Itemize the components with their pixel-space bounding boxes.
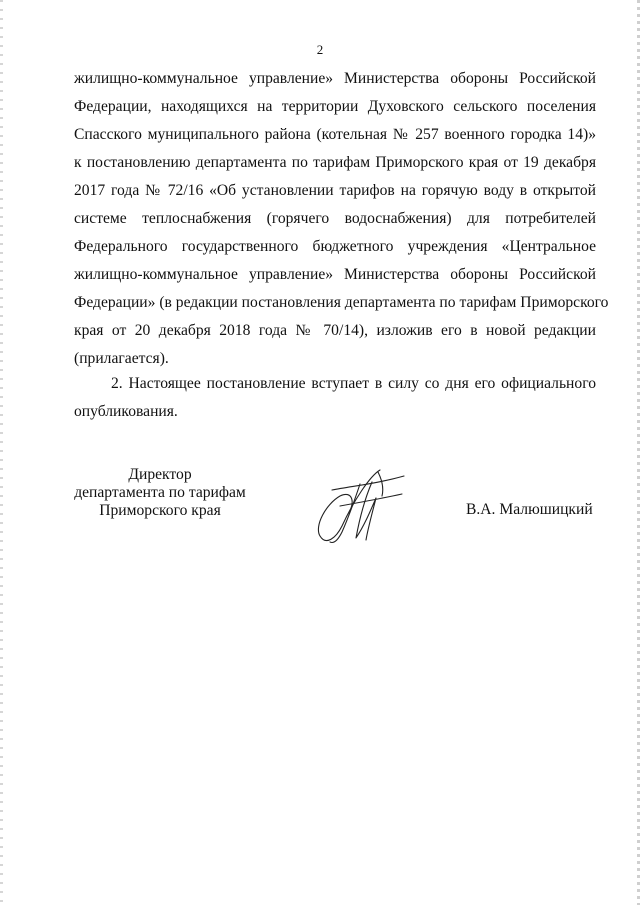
body-line-10: края от 20 декабря 2018 года № 70/14), изложив его в новой редакции (74, 322, 596, 339)
body-line-1: жилищно-коммунальное управление» Министерства обороны Российской (74, 70, 596, 87)
body-line-4: к постановлению департамента по тарифам Приморского края от 19 декабря (74, 154, 596, 171)
body-line-7: Федерального государственного бюджетного учреждения «Центральное (74, 238, 596, 255)
signatory-title-line-1: Директор (128, 466, 192, 483)
signatory-title-line-3: Приморского края (99, 502, 221, 519)
body-line-6: системе теплоснабжения (горячего водоснабжения) для потребителей (74, 210, 596, 227)
body-line-11: (прилагается). (74, 350, 169, 367)
body-line-2: Федерации, находящихся на территории Духовского сельского поселения (74, 98, 596, 115)
handwritten-signature (312, 466, 408, 548)
signer-name: В.А. Малюшицкий (466, 501, 593, 518)
body-line-9: Федерации» (в редакции постановления департамента по тарифам Приморского (74, 294, 609, 311)
scan-edge-left (0, 0, 3, 905)
signatory-title-line-2: департамента по тарифам (74, 484, 246, 501)
body-line-12: 2. Настоящее постановление вступает в силу со дня его официального (111, 375, 596, 392)
body-line-8: жилищно-коммунальное управление» Министерства обороны Российской (74, 266, 596, 283)
page-number: 2 (316, 42, 324, 57)
body-line-13: опубликования. (74, 403, 178, 420)
body-line-5: 2017 года № 72/16 «Об установлении тарифов на горячую воду в открытой (74, 182, 596, 199)
signatory-block (70, 466, 250, 520)
body-line-3: Спасского муниципального района (котельная № 257 военного городка 14)» (74, 126, 596, 143)
